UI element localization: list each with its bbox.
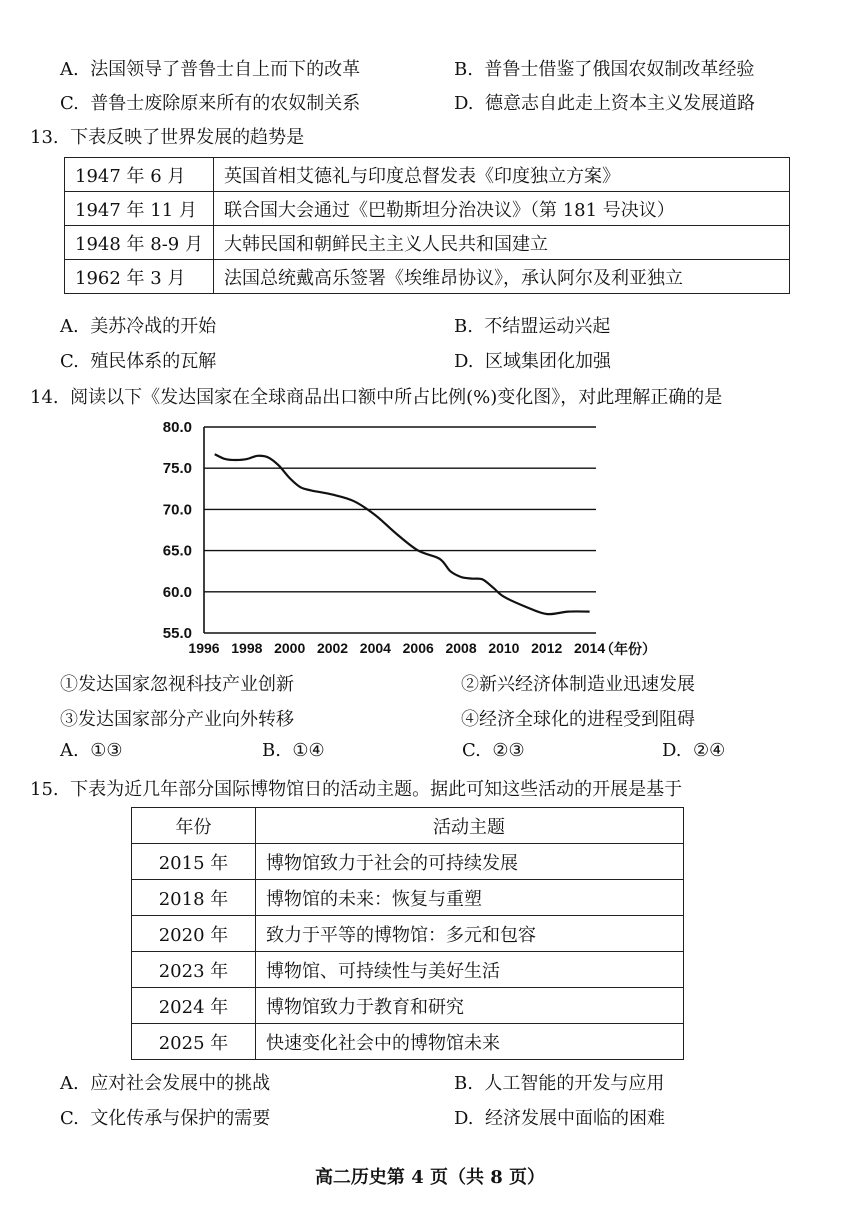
q12-option-c: C. 普鲁士废除原来所有的农奴制关系	[60, 93, 361, 114]
table-row	[65, 158, 790, 192]
table-row	[65, 226, 790, 260]
table-row	[65, 260, 790, 294]
table-cell-theme: 致力于平等的博物馆：多元和包容	[256, 916, 684, 952]
q14-statement-4: ④经济全球化的进程受到阻碍	[461, 709, 695, 730]
x-tick-label: 2002	[316, 640, 349, 656]
q12-option-a: A. 法国领导了普鲁士自上而下的改革	[60, 59, 361, 80]
x-tick-label: 1996	[188, 640, 220, 656]
table-cell-event: 联合国大会通过《巴勒斯坦分治决议》（第 181 号决议）	[214, 192, 790, 226]
table-cell-theme: 博物馆致力于教育和研究	[256, 988, 684, 1024]
table-cell-year: 2018 年	[132, 880, 256, 916]
table-row	[132, 880, 684, 916]
table-cell-event: 法国总统戴高乐签署《埃维昂协议》，承认阿尔及利亚独立	[214, 260, 790, 294]
q15-stem: 15. 下表为近几年部分国际博物馆日的活动主题。据此可知这些活动的开展是基于	[30, 779, 683, 800]
table-cell-theme: 博物馆、可持续性与美好生活	[256, 952, 684, 988]
table-cell-theme: 快速变化社会中的博物馆未来	[256, 1024, 684, 1060]
x-tick-labels	[188, 640, 605, 656]
table-cell-year: 2024 年	[132, 988, 256, 1024]
table-row	[132, 952, 684, 988]
table-cell-year: 2020 年	[132, 916, 256, 952]
q13-option-a: A. 美苏冷战的开始	[60, 316, 217, 337]
q14-option-b: B. ①④	[262, 740, 325, 761]
table-cell-event: 大韩民国和朝鲜民主主义人民共和国建立	[214, 226, 790, 260]
q14-statement-1: ①发达国家忽视科技产业创新	[60, 674, 294, 695]
grid-lines	[204, 427, 596, 633]
q14-option-c: C. ②③	[462, 740, 525, 761]
x-axis-label: （年份）	[600, 641, 656, 657]
q15-option-a: A. 应对社会发展中的挑战	[60, 1073, 271, 1094]
x-tick-label: 2000	[274, 640, 306, 656]
table-cell-year: 2025 年	[132, 1024, 256, 1060]
x-tick-label: 2012	[531, 640, 563, 656]
q15-table	[131, 807, 684, 1060]
column-header-year: 年份	[132, 808, 256, 844]
table-cell-date: 1962 年 3 月	[65, 260, 214, 294]
column-header-theme: 活动主题	[256, 808, 684, 844]
table-cell-theme: 博物馆的未来：恢复与重塑	[256, 880, 684, 916]
y-tick-label: 60.0	[162, 583, 192, 601]
q14-statement-2: ②新兴经济体制造业迅速发展	[461, 674, 695, 695]
table-cell-date: 1947 年 6 月	[65, 158, 214, 192]
table-cell-event: 英国首相艾德礼与印度总督发表《印度独立方案》	[214, 158, 790, 192]
y-tick-label: 75.0	[162, 460, 192, 478]
q14-stem: 14. 阅读以下《发达国家在全球商品出口额中所占比例(%)变化图》，对此理解正确的是	[30, 387, 723, 408]
x-tick-label: 2006	[402, 640, 434, 656]
x-tick-label: 1998	[231, 640, 263, 656]
table-row	[132, 1024, 684, 1060]
q14-option-d: D. ②④	[662, 740, 726, 761]
x-tick-label: 2010	[488, 640, 520, 656]
q15-option-c: C. 文化传承与保护的需要	[60, 1108, 271, 1129]
x-tick-label: 2004	[359, 640, 391, 656]
table-cell-year: 2015 年	[132, 844, 256, 880]
q14-line-chart	[0, 415, 860, 665]
series-line	[215, 454, 590, 614]
q13-option-b: B. 不结盟运动兴起	[454, 316, 611, 337]
table-cell-date: 1948 年 8-9 月	[65, 226, 214, 260]
q13-option-c: C. 殖民体系的瓦解	[60, 351, 217, 372]
table-row	[132, 916, 684, 952]
q13-stem: 13. 下表反映了世界发展的趋势是	[30, 127, 305, 148]
x-tick-label: 2008	[445, 640, 477, 656]
table-row	[132, 988, 684, 1024]
table-row	[65, 192, 790, 226]
q12-option-b: B. 普鲁士借鉴了俄国农奴制改革经验	[454, 59, 755, 80]
y-tick-label: 80.0	[162, 419, 192, 436]
y-tick-label: 55.0	[162, 625, 192, 642]
table-cell-theme: 博物馆致力于社会的可持续发展	[256, 844, 684, 880]
y-tick-label: 70.0	[162, 501, 192, 519]
q15-option-b: B. 人工智能的开发与应用	[454, 1073, 665, 1094]
table-cell-date: 1947 年 11 月	[65, 192, 214, 226]
q13-table	[64, 157, 790, 294]
page-footer: 高二历史第 4 页（共 8 页）	[314, 1167, 546, 1188]
q14-statement-3: ③发达国家部分产业向外转移	[60, 709, 294, 730]
table-cell-year: 2023 年	[132, 952, 256, 988]
q13-option-d: D. 区域集团化加强	[454, 351, 611, 372]
table-row	[132, 844, 684, 880]
y-tick-labels	[163, 419, 192, 642]
q15-option-d: D. 经济发展中面临的困难	[454, 1108, 665, 1129]
q12-option-d: D. 德意志自此走上资本主义发展道路	[454, 93, 755, 114]
y-tick-label: 65.0	[162, 542, 192, 560]
q14-option-a: A. ①③	[60, 740, 123, 761]
x-tick-label: 2014	[573, 640, 606, 656]
table-header-row	[132, 808, 684, 844]
